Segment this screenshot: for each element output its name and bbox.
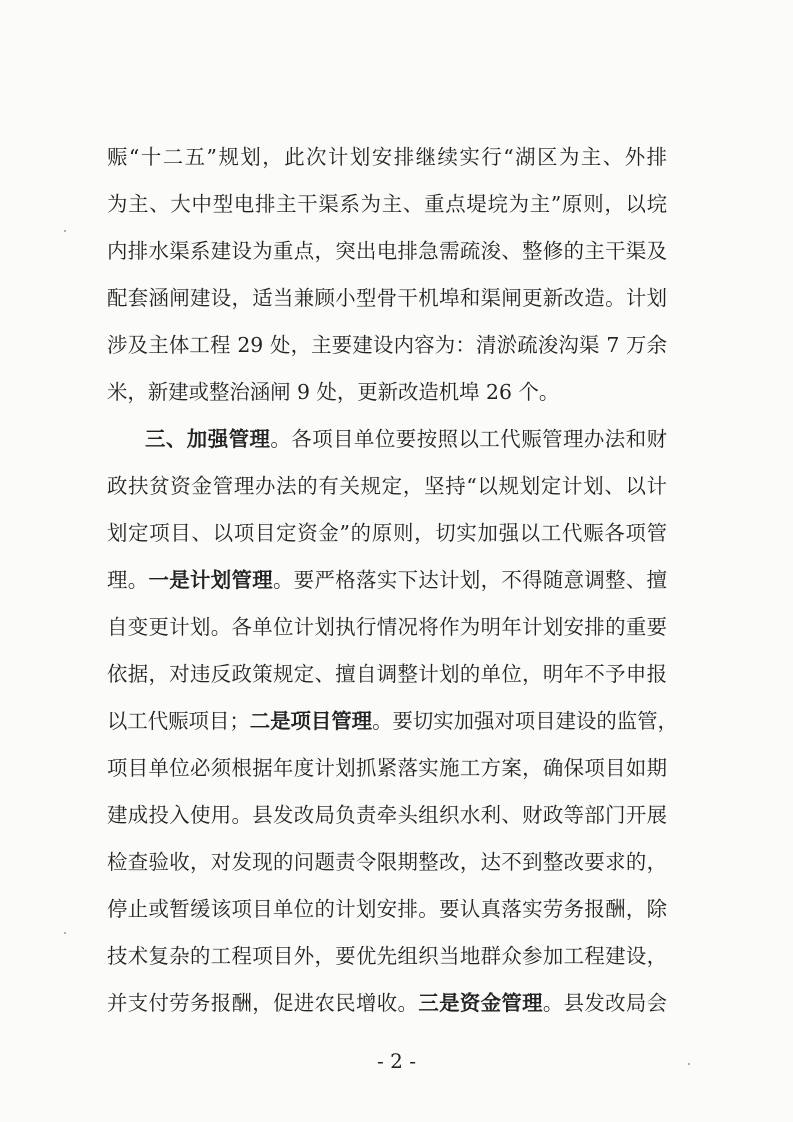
text-span: 。要严格落实下达计划，不得随意调整、擅: [273, 568, 668, 592]
text-line: 为主、大中型电排主干渠系为主、重点堤垸为主”原则，以垸: [107, 192, 667, 216]
text-line: 检查验收，对发现的问题责令限期整改，达不到整改要求的，: [107, 850, 667, 874]
text-line: 依据，对违反政策规定、擅自调整计划的单位，明年不予申报: [107, 662, 667, 686]
scan-speck: [688, 1063, 690, 1065]
text-span: 理。: [107, 568, 149, 592]
text-line: 涉及主体工程 29 处，主要建设内容为：清淤疏浚沟渠 7 万余: [107, 333, 667, 357]
subheading: 三是资金管理: [418, 991, 543, 1015]
text-span: 。要切实加强对项目建设的监管，: [372, 709, 678, 733]
scan-speck: [64, 932, 66, 934]
text-line: 配套涵闸建设，适当兼顾小型骨干机埠和渠闸更新改造。计划: [107, 286, 667, 310]
subheading: 二是项目管理: [249, 709, 373, 733]
text-line: 建成投入使用。县发改局负责牵头组织水利、财政等部门开展: [107, 803, 667, 827]
text-line: [107, 565, 667, 595]
text-line: 划定项目、以项目定资金”的原则，切实加强以工代赈各项管: [107, 521, 667, 545]
text-span: 并支付劳务报酬，促进农民增收。: [107, 991, 419, 1015]
text-line: [107, 988, 667, 1018]
text-line: 米，新建或整治涵闸 9 处，更新改造机埠 26 个。: [107, 380, 560, 404]
text-line: 内排水渠系建设为重点，突出电排急需疏浚、整修的主干渠及: [107, 239, 667, 263]
text-span: 。县发改局会: [542, 991, 668, 1015]
scan-speck: [64, 230, 66, 232]
text-line: 政扶贫资金管理办法的有关规定，坚持“以规划定计划、以计: [107, 474, 667, 498]
section-heading: 三、加强管理: [145, 427, 271, 451]
page-number: - 2 -: [377, 1049, 416, 1073]
text-span: 以工代赈项目；: [107, 709, 250, 733]
text-line: 项目单位必须根据年度计划抓紧落实施工方案，确保项目如期: [107, 756, 667, 780]
text-line: [107, 706, 678, 736]
text-span: 。各项目单位要按照以工代赈管理办法和财: [270, 427, 668, 451]
subheading: 一是计划管理: [148, 568, 274, 592]
text-line: [145, 424, 667, 454]
text-line: 赈“十二五”规划，此次计划安排继续实行“湖区为主、外排: [107, 145, 667, 169]
text-line: 停止或暂缓该项目单位的计划安排。要认真落实劳务报酬，除: [107, 897, 667, 921]
text-line: 技术复杂的工程项目外，要优先组织当地群众参加工程建设，: [107, 944, 667, 968]
text-line: 自变更计划。各单位计划执行情况将作为明年计划安排的重要: [107, 615, 667, 639]
